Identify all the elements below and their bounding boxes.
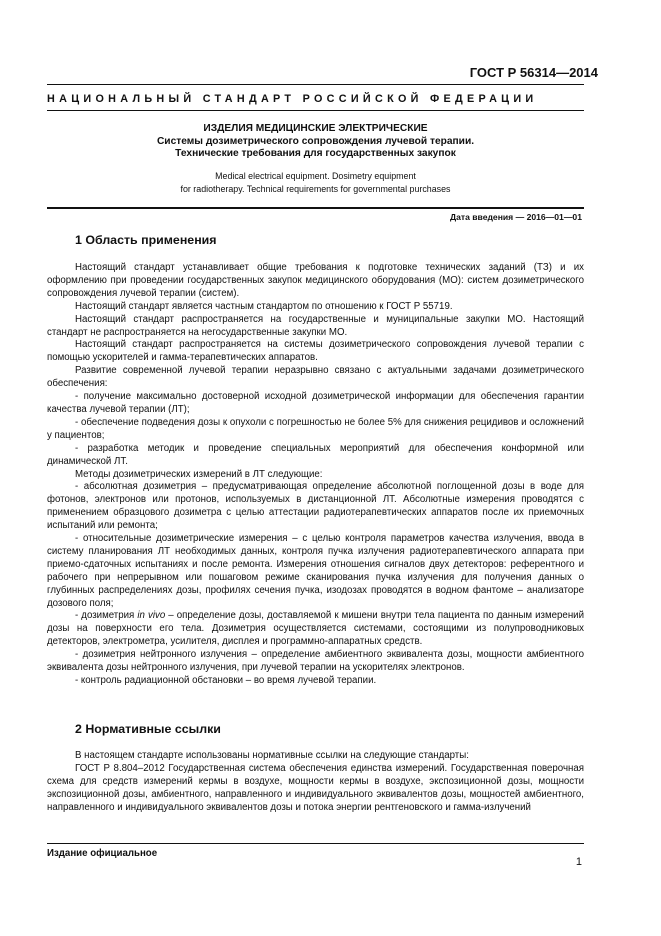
official-edition-label: Издание официальное xyxy=(47,848,158,859)
national-divider xyxy=(47,110,584,111)
title-divider xyxy=(47,207,584,209)
list-item: - контроль радиационной обстановки – во время лучевой терапии. xyxy=(75,675,377,686)
title-line-2: Системы дозиметрического сопровождения лучевой терапии. xyxy=(156,135,475,147)
title-line-3: Технические требования для государственных закупок xyxy=(175,148,456,159)
section-2-body xyxy=(47,750,584,815)
section-1-heading: 1 Область применения xyxy=(75,233,217,247)
section-1-body xyxy=(47,262,584,688)
paragraph: Развитие современной лучевой терапии неразрывно связано с актуальными задачами дозиметрического обеспечения: xyxy=(47,365,584,390)
in-vivo-italic: in vivo xyxy=(137,610,166,622)
list-item: - обеспечение подведения дозы к опухоли с погрешностью не более 5% для снижения рецидивов и осложнений у пациентов; xyxy=(47,416,584,441)
paragraph: Настоящий стандарт распространяется на государственные и муниципальные закупки МО. Настоящий стандарт не распространяется на негосударственные закупки МО. xyxy=(47,313,584,338)
list-item: - получение максимально достоверной исходной дозиметрической информации для обеспечения гарантии качества лучевой терапии (ЛТ); xyxy=(47,391,584,415)
header-divider xyxy=(47,84,584,85)
paragraph: Методы дозиметрических измерений в ЛТ следующие: xyxy=(75,468,323,480)
in-vivo-suffix: – определение дозы, доставляемой к мишени внутри тела пациента по данным измерений дозы на поверхности его тела. Дозиметрия осуществляется системами, состоящими из полупроводниковых детекторов, электрометра, усилителя, дисплея и программно-аппаратных средств. xyxy=(47,610,584,648)
document-title xyxy=(47,123,584,161)
paragraph: В настоящем стандарте использованы нормативные ссылки на следующие стандарты: xyxy=(75,750,469,761)
list-item-in-vivo xyxy=(47,610,584,649)
list-item: - дозиметрия нейтронного излучения – определение амбиентного эквивалента дозы, мощности амбиентного эквивалента дозы нейтронного излучения, при лучевой терапии на ускорителях электронов. xyxy=(47,649,584,674)
english-title-line-1: Medical electrical equipment. Dosimetry equipment xyxy=(215,171,416,181)
introduction-date: Дата введения — 2016—01—01 xyxy=(449,212,582,222)
page-number: 1 xyxy=(575,856,582,868)
list-item: - разработка методик и проведение специальных мероприятий для обеспечения конформной или динамической ЛТ. xyxy=(47,442,584,467)
reference-item: ГОСТ Р 8.804–2012 Государственная система обеспечения единства измерений. Государственная поверочная схема для средств измерений кермы в воздухе, мощности кермы в воздухе, экспозиционной дозы, мощности экспозиционной дозы, амбиентного, направленного и индивидуального эквивалентов дозы, мощностей амбиентного, направленного и индивидуального эквивалентов дозы и потока энергии рентгеновского и гамма-излучений xyxy=(47,762,584,813)
footer-divider xyxy=(47,843,584,844)
list-item: - абсолютная дозиметрия – предусматривающая определение абсолютной поглощенной дозы в воде для фотонов, электронов или протонов, используемых в дистанционной ЛТ. Абсолютные измерения проводятся с применением образцового дозиметра с целью аттестации радиотерапевтических аппаратов после их приемочных испытаний или ремонта; xyxy=(47,481,584,532)
title-line-1: ИЗДЕЛИЯ МЕДИЦИНСКИЕ ЭЛЕКТРИЧЕСКИЕ xyxy=(203,123,428,134)
standard-number: ГОСТ Р 56314—2014 xyxy=(469,65,598,80)
section-2-heading: 2 Нормативные ссылки xyxy=(75,722,221,736)
english-title-line-2: for radiotherapy. Technical requirements for governmental purchases xyxy=(180,183,451,194)
in-vivo-prefix: - дозиметрия xyxy=(75,610,138,622)
paragraph: Настоящий стандарт устанавливает общие требования к подготовке технических заданий (ТЗ) и их оформлению при проведении государственных закупок медицинского оборудования (МО): систем дозиметрического сопровождения лучевой терапии (систем). xyxy=(47,262,584,299)
paragraph: Настоящий стандарт является частным стандартом по отношению к ГОСТ Р 55719. xyxy=(75,300,453,312)
national-standard-title: НАЦИОНАЛЬНЫЙ СТАНДАРТ РОССИЙСКОЙ ФЕДЕРАЦИИ xyxy=(47,93,538,105)
list-item: - относительные дозиметрические измерения – с целью контроля параметров качества излучения, ввода в систему планирования ЛТ необходимых данных, контроля пучка излучения радиотерапевтического аппарата при приемо-сдаточных испытаниях и после ремонта. Измерения отношения сигналов двух детекторов: референтного и рабочего при непрерывном или пошаговом режиме сканирования пучка излучения для получения данных о глубинных распределениях дозы, профилях сечения пучка, изодозах проводятся в водном фантоме – анализаторе дозового поля; xyxy=(47,533,584,609)
english-title xyxy=(47,170,584,195)
paragraph: Настоящий стандарт распространяется на системы дозиметрического сопровождения лучевой терапии с помощью ускорителей и гамма-терапевтических аппаратов. xyxy=(47,339,584,364)
